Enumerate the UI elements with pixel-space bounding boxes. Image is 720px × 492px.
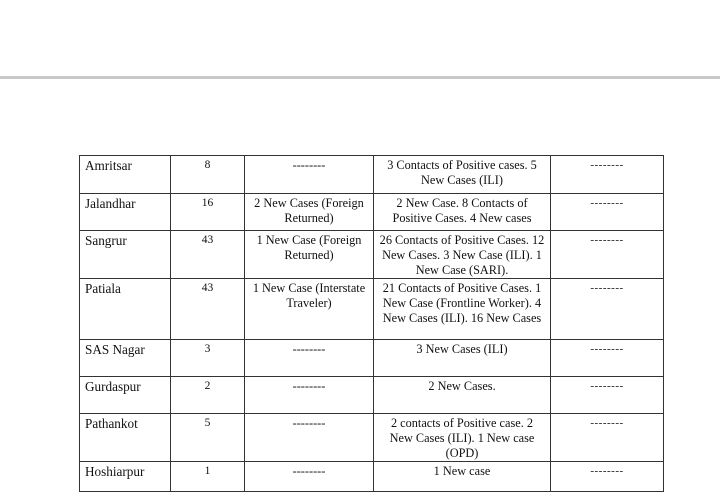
district-cell: Gurdaspur — [80, 377, 171, 414]
case-count-cell: 3 — [171, 340, 245, 377]
table-row — [80, 340, 664, 377]
case-count-cell: 8 — [171, 156, 245, 194]
other-cases-cell: -------- — [551, 231, 664, 279]
table-row — [80, 156, 664, 194]
table-row — [80, 279, 664, 340]
travel-cases-cell: -------- — [245, 462, 374, 492]
table-row — [80, 414, 664, 462]
table-row — [80, 462, 664, 492]
travel-cases-cell: 2 New Cases (Foreign Returned) — [245, 194, 374, 231]
local-cases-cell: 21 Contacts of Positive Cases. 1 New Case (Frontline Worker). 4 New Cases (ILI). 16 New Cases — [374, 279, 551, 340]
district-cases-table-container — [79, 155, 664, 492]
table-row — [80, 377, 664, 414]
district-cell: Pathankot — [80, 414, 171, 462]
header-divider — [0, 76, 720, 79]
case-count-cell: 1 — [171, 462, 245, 492]
table-row — [80, 231, 664, 279]
other-cases-cell: -------- — [551, 377, 664, 414]
other-cases-cell: -------- — [551, 462, 664, 492]
table-row — [80, 194, 664, 231]
other-cases-cell: -------- — [551, 279, 664, 340]
case-count-cell: 43 — [171, 231, 245, 279]
other-cases-cell: -------- — [551, 156, 664, 194]
district-cell: Amritsar — [80, 156, 171, 194]
case-count-cell: 5 — [171, 414, 245, 462]
district-cases-table — [79, 155, 664, 492]
district-cell: Patiala — [80, 279, 171, 340]
local-cases-cell: 3 New Cases (ILI) — [374, 340, 551, 377]
travel-cases-cell: -------- — [245, 340, 374, 377]
district-cell: Jalandhar — [80, 194, 171, 231]
district-cell: Sangrur — [80, 231, 171, 279]
local-cases-cell: 26 Contacts of Positive Cases. 12 New Cases. 3 New Case (ILI). 1 New Case (SARI). — [374, 231, 551, 279]
local-cases-cell: 1 New case — [374, 462, 551, 492]
travel-cases-cell: 1 New Case (Foreign Returned) — [245, 231, 374, 279]
case-count-cell: 2 — [171, 377, 245, 414]
travel-cases-cell: -------- — [245, 377, 374, 414]
travel-cases-cell: -------- — [245, 156, 374, 194]
travel-cases-cell: 1 New Case (Interstate Traveler) — [245, 279, 374, 340]
case-count-cell: 16 — [171, 194, 245, 231]
local-cases-cell: 2 contacts of Positive case. 2 New Cases (ILI). 1 New case (OPD) — [374, 414, 551, 462]
local-cases-cell: 2 New Cases. — [374, 377, 551, 414]
local-cases-cell: 2 New Case. 8 Contacts of Positive Cases. 4 New cases — [374, 194, 551, 231]
district-cell: SAS Nagar — [80, 340, 171, 377]
district-cell: Hoshiarpur — [80, 462, 171, 492]
local-cases-cell: 3 Contacts of Positive cases. 5 New Cases (ILI) — [374, 156, 551, 194]
other-cases-cell: -------- — [551, 194, 664, 231]
travel-cases-cell: -------- — [245, 414, 374, 462]
other-cases-cell: -------- — [551, 414, 664, 462]
other-cases-cell: -------- — [551, 340, 664, 377]
case-count-cell: 43 — [171, 279, 245, 340]
